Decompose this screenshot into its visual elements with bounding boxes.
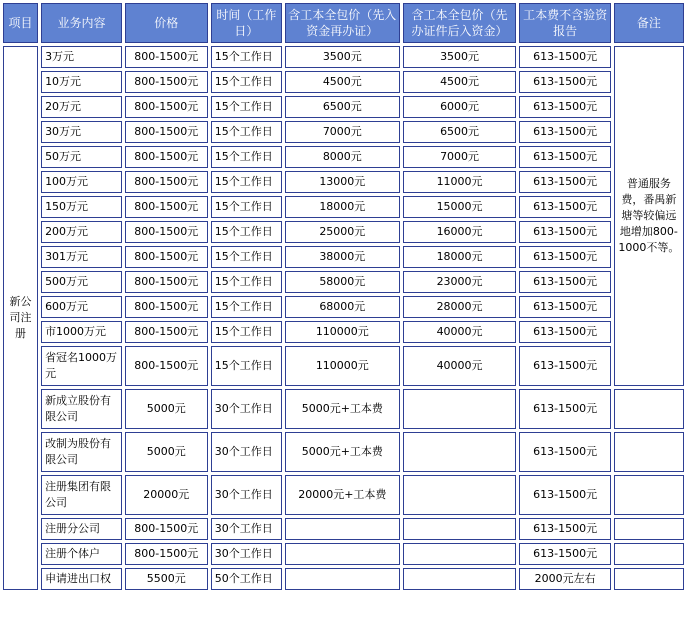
price-cell: 800-1500元 bbox=[125, 321, 208, 343]
business-cell: 10万元 bbox=[41, 71, 122, 93]
table-row bbox=[3, 121, 684, 143]
fee-cell: 613-1500元 bbox=[519, 543, 610, 565]
table-row bbox=[3, 321, 684, 343]
package-b-cell: 4500元 bbox=[403, 71, 517, 93]
package-b-cell bbox=[403, 518, 517, 540]
package-a-cell: 5000元+工本费 bbox=[285, 432, 400, 472]
fee-cell: 613-1500元 bbox=[519, 171, 610, 193]
price-cell: 800-1500元 bbox=[125, 96, 208, 118]
price-cell: 800-1500元 bbox=[125, 246, 208, 268]
business-cell: 3万元 bbox=[41, 46, 122, 68]
time-cell: 15个工作日 bbox=[211, 321, 282, 343]
fee-cell: 613-1500元 bbox=[519, 96, 610, 118]
fee-cell: 613-1500元 bbox=[519, 196, 610, 218]
header-package-a: 含工本全包价（先入资金再办证） bbox=[285, 3, 400, 43]
price-cell: 800-1500元 bbox=[125, 196, 208, 218]
business-cell: 100万元 bbox=[41, 171, 122, 193]
fee-cell: 2000元左右 bbox=[519, 568, 610, 590]
fee-cell: 613-1500元 bbox=[519, 71, 610, 93]
price-cell: 800-1500元 bbox=[125, 543, 208, 565]
package-a-cell bbox=[285, 518, 400, 540]
business-cell: 省冠名1000万元 bbox=[41, 346, 122, 386]
package-a-cell: 5000元+工本费 bbox=[285, 389, 400, 429]
header-note: 备注 bbox=[614, 3, 684, 43]
business-cell: 市1000万元 bbox=[41, 321, 122, 343]
table-row bbox=[3, 568, 684, 590]
table-row bbox=[3, 475, 684, 515]
price-cell: 800-1500元 bbox=[125, 146, 208, 168]
package-a-cell: 6500元 bbox=[285, 96, 400, 118]
time-cell: 15个工作日 bbox=[211, 296, 282, 318]
business-cell: 新成立股份有限公司 bbox=[41, 389, 122, 429]
package-b-cell: 11000元 bbox=[403, 171, 517, 193]
fee-cell: 613-1500元 bbox=[519, 221, 610, 243]
package-a-cell: 8000元 bbox=[285, 146, 400, 168]
header-fee: 工本费不含验资报告 bbox=[519, 3, 610, 43]
time-cell: 15个工作日 bbox=[211, 271, 282, 293]
table-row bbox=[3, 389, 684, 429]
time-cell: 30个工作日 bbox=[211, 432, 282, 472]
business-cell: 注册分公司 bbox=[41, 518, 122, 540]
business-cell: 注册集团有限公司 bbox=[41, 475, 122, 515]
fee-cell: 613-1500元 bbox=[519, 432, 610, 472]
package-a-cell: 7000元 bbox=[285, 121, 400, 143]
business-cell: 301万元 bbox=[41, 246, 122, 268]
package-a-cell: 110000元 bbox=[285, 346, 400, 386]
price-cell: 5000元 bbox=[125, 389, 208, 429]
table-row bbox=[3, 171, 684, 193]
time-cell: 30个工作日 bbox=[211, 518, 282, 540]
table-row bbox=[3, 246, 684, 268]
package-a-cell: 13000元 bbox=[285, 171, 400, 193]
price-cell: 800-1500元 bbox=[125, 71, 208, 93]
fee-cell: 613-1500元 bbox=[519, 121, 610, 143]
fee-cell: 613-1500元 bbox=[519, 475, 610, 515]
note-cell: 普通服务费，番禺新塘等较偏远地增加800-1000不等。 bbox=[614, 46, 684, 386]
time-cell: 15个工作日 bbox=[211, 46, 282, 68]
table-row bbox=[3, 146, 684, 168]
business-cell: 150万元 bbox=[41, 196, 122, 218]
fee-cell: 613-1500元 bbox=[519, 389, 610, 429]
time-cell: 15个工作日 bbox=[211, 96, 282, 118]
table-row bbox=[3, 518, 684, 540]
fee-cell: 613-1500元 bbox=[519, 46, 610, 68]
price-cell: 800-1500元 bbox=[125, 46, 208, 68]
time-cell: 30个工作日 bbox=[211, 389, 282, 429]
price-cell: 20000元 bbox=[125, 475, 208, 515]
table-row bbox=[3, 432, 684, 472]
package-a-cell: 4500元 bbox=[285, 71, 400, 93]
table-row bbox=[3, 46, 684, 68]
business-cell: 30万元 bbox=[41, 121, 122, 143]
header-price: 价格 bbox=[125, 3, 208, 43]
package-b-cell: 7000元 bbox=[403, 146, 517, 168]
package-b-cell bbox=[403, 475, 517, 515]
price-cell: 800-1500元 bbox=[125, 171, 208, 193]
price-cell: 800-1500元 bbox=[125, 296, 208, 318]
table-row bbox=[3, 346, 684, 386]
note-empty-cell bbox=[614, 518, 684, 540]
package-a-cell: 18000元 bbox=[285, 196, 400, 218]
package-b-cell: 40000元 bbox=[403, 346, 517, 386]
note-empty-cell bbox=[614, 475, 684, 515]
package-a-cell bbox=[285, 568, 400, 590]
package-a-cell bbox=[285, 543, 400, 565]
project-cell: 新公司注册 bbox=[3, 46, 38, 590]
business-cell: 20万元 bbox=[41, 96, 122, 118]
business-cell: 申请进出口权 bbox=[41, 568, 122, 590]
fee-cell: 613-1500元 bbox=[519, 271, 610, 293]
header-project: 项目 bbox=[3, 3, 38, 43]
package-b-cell: 15000元 bbox=[403, 196, 517, 218]
time-cell: 30个工作日 bbox=[211, 543, 282, 565]
header-business: 业务内容 bbox=[41, 3, 122, 43]
package-b-cell: 28000元 bbox=[403, 296, 517, 318]
package-b-cell: 40000元 bbox=[403, 321, 517, 343]
business-cell: 500万元 bbox=[41, 271, 122, 293]
time-cell: 15个工作日 bbox=[211, 146, 282, 168]
fee-cell: 613-1500元 bbox=[519, 246, 610, 268]
package-a-cell: 25000元 bbox=[285, 221, 400, 243]
time-cell: 15个工作日 bbox=[211, 221, 282, 243]
price-cell: 800-1500元 bbox=[125, 221, 208, 243]
table-row bbox=[3, 271, 684, 293]
business-cell: 改制为股份有限公司 bbox=[41, 432, 122, 472]
fee-cell: 613-1500元 bbox=[519, 296, 610, 318]
table-row bbox=[3, 221, 684, 243]
package-b-cell: 23000元 bbox=[403, 271, 517, 293]
table-row bbox=[3, 296, 684, 318]
package-a-cell: 68000元 bbox=[285, 296, 400, 318]
fee-cell: 613-1500元 bbox=[519, 321, 610, 343]
package-b-cell: 6500元 bbox=[403, 121, 517, 143]
price-cell: 800-1500元 bbox=[125, 121, 208, 143]
time-cell: 30个工作日 bbox=[211, 475, 282, 515]
package-b-cell bbox=[403, 389, 517, 429]
time-cell: 15个工作日 bbox=[211, 346, 282, 386]
business-cell: 注册个体户 bbox=[41, 543, 122, 565]
fee-cell: 613-1500元 bbox=[519, 518, 610, 540]
time-cell: 15个工作日 bbox=[211, 71, 282, 93]
package-b-cell bbox=[403, 568, 517, 590]
note-empty-cell bbox=[614, 432, 684, 472]
time-cell: 15个工作日 bbox=[211, 246, 282, 268]
price-cell: 800-1500元 bbox=[125, 271, 208, 293]
note-empty-cell bbox=[614, 389, 684, 429]
time-cell: 15个工作日 bbox=[211, 121, 282, 143]
fee-cell: 613-1500元 bbox=[519, 346, 610, 386]
package-b-cell: 3500元 bbox=[403, 46, 517, 68]
note-empty-cell bbox=[614, 543, 684, 565]
price-cell: 5000元 bbox=[125, 432, 208, 472]
time-cell: 50个工作日 bbox=[211, 568, 282, 590]
package-b-cell: 16000元 bbox=[403, 221, 517, 243]
note-empty-cell bbox=[614, 568, 684, 590]
package-a-cell: 110000元 bbox=[285, 321, 400, 343]
table-row bbox=[3, 543, 684, 565]
header-row bbox=[3, 3, 684, 43]
price-cell: 800-1500元 bbox=[125, 518, 208, 540]
price-cell: 5500元 bbox=[125, 568, 208, 590]
table-row bbox=[3, 96, 684, 118]
fee-cell: 613-1500元 bbox=[519, 146, 610, 168]
package-b-cell: 6000元 bbox=[403, 96, 517, 118]
time-cell: 15个工作日 bbox=[211, 196, 282, 218]
header-time: 时间（工作日） bbox=[211, 3, 282, 43]
business-cell: 50万元 bbox=[41, 146, 122, 168]
package-a-cell: 58000元 bbox=[285, 271, 400, 293]
table-row bbox=[3, 71, 684, 93]
package-b-cell bbox=[403, 543, 517, 565]
price-cell: 800-1500元 bbox=[125, 346, 208, 386]
business-cell: 600万元 bbox=[41, 296, 122, 318]
package-b-cell bbox=[403, 432, 517, 472]
table-row bbox=[3, 196, 684, 218]
package-b-cell: 18000元 bbox=[403, 246, 517, 268]
package-a-cell: 38000元 bbox=[285, 246, 400, 268]
package-a-cell: 20000元+工本费 bbox=[285, 475, 400, 515]
package-a-cell: 3500元 bbox=[285, 46, 400, 68]
header-package-b: 含工本全包价（先办证件后入资金） bbox=[403, 3, 517, 43]
business-cell: 200万元 bbox=[41, 221, 122, 243]
time-cell: 15个工作日 bbox=[211, 171, 282, 193]
